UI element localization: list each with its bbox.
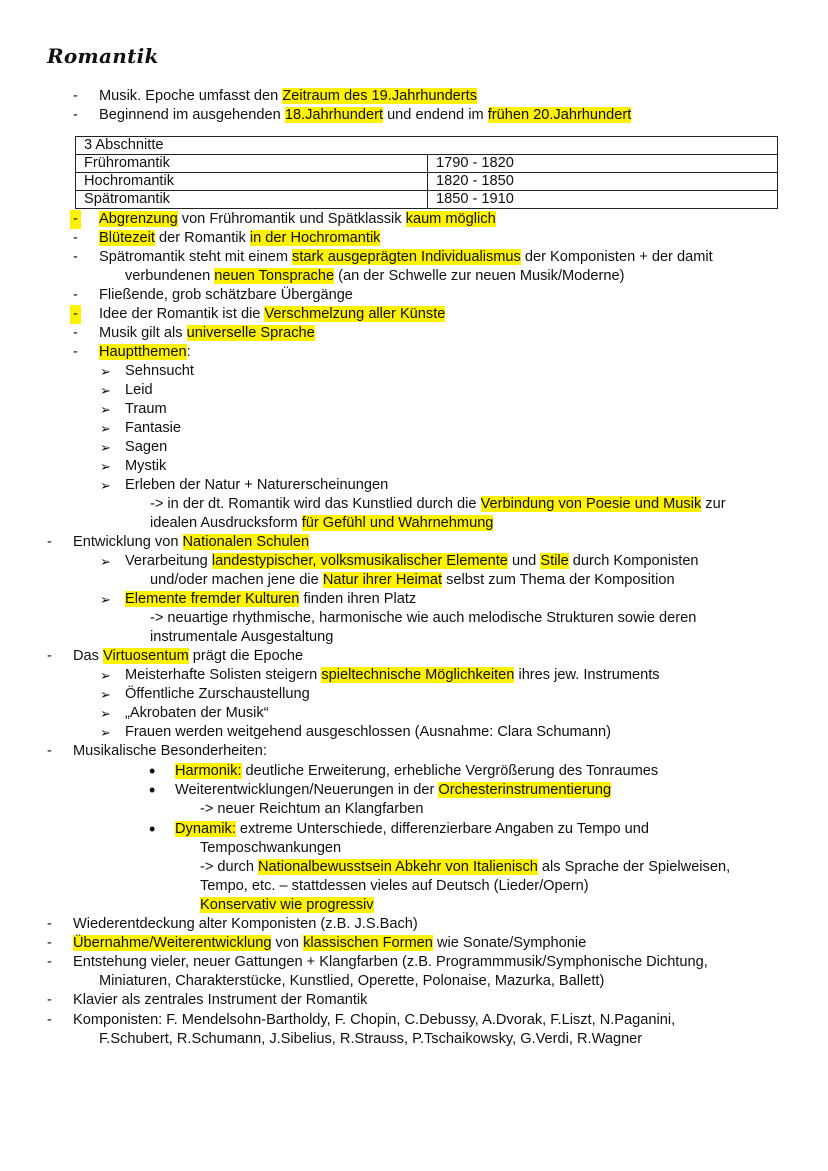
text-segment: : [186,344,191,360]
text-segment: Entstehung vieler, neuer Gattungen + Klangfarben (z.B. Programmmusik/Symphonische Dichtung, [73,954,708,970]
dash-marker: - [47,1012,52,1028]
note-line [100,590,417,609]
note-line [100,419,181,438]
dash-marker: - [47,992,52,1008]
arrow-bullet-icon: ➢ [100,668,111,683]
dash-marker: - [73,230,78,246]
text-segment: finden ihren Platz [299,591,417,607]
note-line [125,267,625,286]
text-segment: instrumentale Ausgestaltung [150,629,334,645]
arrow-bullet-icon: ➢ [100,725,111,740]
highlighted-text: in der Hochromantik [249,230,381,246]
note-line [100,685,310,704]
arrow-bullet-icon: ➢ [100,440,111,455]
section-range: 1820 - 1850 [428,173,778,191]
note-line [47,647,304,666]
note-line [149,780,612,800]
text-segment: Temposchwankungen [200,840,342,856]
highlighted-text: klassischen Formen [303,935,433,951]
note-line [100,438,168,457]
text-segment: von [271,935,304,951]
highlighted-text: Nationalbewusstsein Abkehr von Italienisch [258,859,538,875]
highlighted-text: Dynamik: [175,821,236,837]
text-segment: Musikalische Besonderheiten: [73,743,267,759]
dash-marker: - [70,210,81,229]
note-line [47,742,267,761]
dash-marker: - [73,88,78,104]
text-segment: Öffentliche Zurschaustellung [125,686,310,702]
highlighted-text: Stile [540,553,569,569]
text-segment: von Frühromantik und Spätklassik [177,211,406,227]
text-segment: und/oder machen jene die [150,572,323,588]
dot-bullet-icon: • [149,780,156,800]
highlighted-text: Verschmelzung aller Künste [264,306,446,322]
text-segment: Beginnend im ausgehenden [99,107,285,123]
dash-marker: - [73,344,78,360]
text-segment: durch Komponisten [568,553,699,569]
note-line [200,896,374,915]
highlighted-text: 18.Jahrhundert [284,107,384,123]
text-segment: Das [73,648,104,664]
highlighted-text: kaum möglich [405,211,496,227]
arrow-bullet-icon: ➢ [100,421,111,436]
text-segment: zur [701,496,726,512]
highlighted-text: neuen Tonsprache [214,268,335,284]
note-line [200,800,424,819]
note-line [200,839,341,858]
text-segment: Frauen werden weitgehend ausgeschlossen (Ausnahme: Clara Schumann) [125,724,611,740]
text-segment: -> durch [200,859,258,875]
dash-marker: - [47,935,52,951]
note-line [150,571,675,590]
note-line [150,495,726,514]
highlighted-text: Harmonik: [175,763,242,779]
text-segment: verbundenen [125,268,215,284]
text-segment: deutliche Erweiterung, erhebliche Vergrößerung des Tonraumes [241,763,659,779]
table-header: 3 Abschnitte [76,137,778,155]
text-segment: Idee der Romantik ist die [99,306,265,322]
text-segment: (an der Schwelle zur neuen Musik/Moderne) [334,268,625,284]
highlighted-text: Nationalen Schulen [182,534,310,550]
dash-marker: - [47,916,52,932]
arrow-bullet-icon: ➢ [100,706,111,721]
note-line [100,723,611,742]
arrow-bullet-icon: ➢ [100,383,111,398]
highlighted-text: Natur ihrer Heimat [322,572,443,588]
highlighted-text: Hauptthemen [99,344,187,360]
note-line [100,381,153,400]
text-segment: Erleben der Natur + Naturerscheinungen [125,477,389,493]
note-line [73,305,446,324]
text-segment: prägt die Epoche [188,648,304,664]
dash-marker: - [73,287,78,303]
note-line [100,362,194,381]
note-line [100,400,167,419]
note-line [47,953,708,972]
dash-marker: - [73,325,78,341]
highlighted-text: Virtuosentum [103,648,189,664]
highlighted-text: universelle Sprache [186,325,315,341]
text-segment: und endend im [383,107,488,123]
note-line [47,1011,676,1030]
section-range: 1850 - 1910 [428,191,778,209]
table-row [76,155,778,173]
text-segment: ihres jew. Instruments [514,667,660,683]
dash-marker: - [47,954,52,970]
top-item-2 [73,106,632,125]
note-line [150,628,333,647]
note-line [47,915,418,934]
note-line [73,286,353,305]
text-segment: F.Schubert, R.Schumann, J.Sibelius, R.Strauss, P.Tschaikowsky, G.Verdi, R.Wagner [99,1031,643,1047]
text-segment: „Akrobaten der Musik“ [125,705,269,721]
dot-bullet-icon: • [149,761,156,781]
highlighted-text: Übernahme/Weiterentwicklung [73,935,272,951]
text-segment: Musik gilt als [99,325,187,341]
text-segment: -> neuer Reichtum an Klangfarben [200,801,424,817]
text-segment: selbst zum Thema der Komposition [442,572,675,588]
note-line [73,324,315,343]
note-line [73,343,191,362]
text-segment: Verarbeitung [125,553,212,569]
note-line [100,666,660,685]
text-segment: extreme Unterschiede, differenzierbare Angaben zu Tempo und [235,821,650,837]
text-segment: Leid [125,382,153,398]
text-segment: Tempo, etc. – stattdessen vieles auf Deutsch (Lieder/Opern) [200,878,589,894]
text-segment: idealen Ausdrucksform [150,515,302,531]
text-segment: Miniaturen, Charakterstücke, Kunstlied, Operette, Polonaise, Mazurka, Ballett) [99,973,605,989]
text-segment: Sehnsucht [125,363,194,379]
text-segment: -> in der dt. Romantik wird das Kunstlied durch die [150,496,481,512]
text-segment: und [507,553,541,569]
note-line [150,514,493,533]
dash-marker: - [47,534,52,550]
highlighted-text: Blütezeit [99,230,155,246]
table-header-row [76,137,778,155]
text-segment: Fließende, grob schätzbare Übergänge [99,287,353,303]
text-segment: Sagen [125,439,168,455]
highlighted-text: für Gefühl und Wahrnehmung [301,515,494,531]
note-line [100,552,699,571]
text-segment: Traum [125,401,167,417]
note-line [73,210,496,229]
text-segment: Komponisten: F. Mendelsohn-Bartholdy, F. Chopin, C.Debussy, A.Dvorak, F.Liszt, N.Paganini, [73,1012,676,1028]
highlighted-text: Orchesterinstrumentierung [438,782,612,798]
arrow-bullet-icon: ➢ [100,592,111,607]
text-segment: Klavier als zentrales Instrument der Romantik [73,992,368,1008]
dash-marker: - [73,107,78,123]
highlighted-text: Konservativ wie progressiv [200,897,374,913]
dash-marker: - [47,648,52,664]
note-line [47,533,310,552]
text-segment: Mystik [125,458,167,474]
highlighted-text: spieltechnische Möglichkeiten [321,667,515,683]
text-segment: Weiterentwicklungen/Neuerungen in der [175,782,439,798]
note-line [200,877,589,896]
section-range: 1790 - 1820 [428,155,778,173]
note-line [47,991,368,1010]
arrow-bullet-icon: ➢ [100,478,111,493]
note-line [149,819,650,839]
note-line [47,934,587,953]
highlighted-text: Verbindung von Poesie und Musik [480,496,702,512]
highlighted-text: Zeitraum des 19.Jahrhunderts [282,88,478,104]
sections-table [75,136,778,209]
note-line [99,972,604,991]
arrow-bullet-icon: ➢ [100,402,111,417]
text-segment: als Sprache der Spielweisen, [537,859,731,875]
arrow-bullet-icon: ➢ [100,459,111,474]
text-segment: Musik. Epoche umfasst den [99,88,283,104]
dash-marker: - [73,249,78,265]
note-line [100,476,389,495]
text-segment: der Komponisten + der damit [520,249,713,265]
section-name: Frühromantik [76,155,428,173]
arrow-bullet-icon: ➢ [100,364,111,379]
note-line [99,1030,642,1049]
text-segment: Spätromantik steht mit einem [99,249,293,265]
text-segment: Fantasie [125,420,181,436]
note-line [100,457,167,476]
dash-marker: - [70,305,81,324]
dash-marker: - [47,743,52,759]
text-segment: -> neuartige rhythmische, harmonische wie auch melodische Strukturen sowie deren [150,610,697,626]
text-segment: wie Sonate/Symphonie [432,935,587,951]
note-line [73,248,713,267]
highlighted-text: Elemente fremder Kulturen [125,591,300,607]
highlighted-text: frühen 20.Jahrhundert [487,107,632,123]
section-name: Spätromantik [76,191,428,209]
arrow-bullet-icon: ➢ [100,687,111,702]
text-segment: Entwicklung von [73,534,183,550]
section-name: Hochromantik [76,173,428,191]
note-line [200,858,730,877]
text-segment: der Romantik [154,230,250,246]
page-title: Romantik [47,44,159,68]
top-item-1 [73,87,478,106]
note-line [149,761,659,781]
note-line [150,609,696,628]
highlighted-text: stark ausgeprägten Individualismus [292,249,521,265]
text-segment: Wiederentdeckung alter Komponisten (z.B. J.S.Bach) [73,916,418,932]
table-row [76,191,778,209]
table-row [76,173,778,191]
dot-bullet-icon: • [149,819,156,839]
text-segment: Meisterhafte Solisten steigern [125,667,322,683]
note-line [73,229,381,248]
highlighted-text: landestypischer, volksmusikalischer Elemente [211,553,508,569]
note-line [100,704,269,723]
arrow-bullet-icon: ➢ [100,554,111,569]
highlighted-text: Abgrenzung [99,211,178,227]
